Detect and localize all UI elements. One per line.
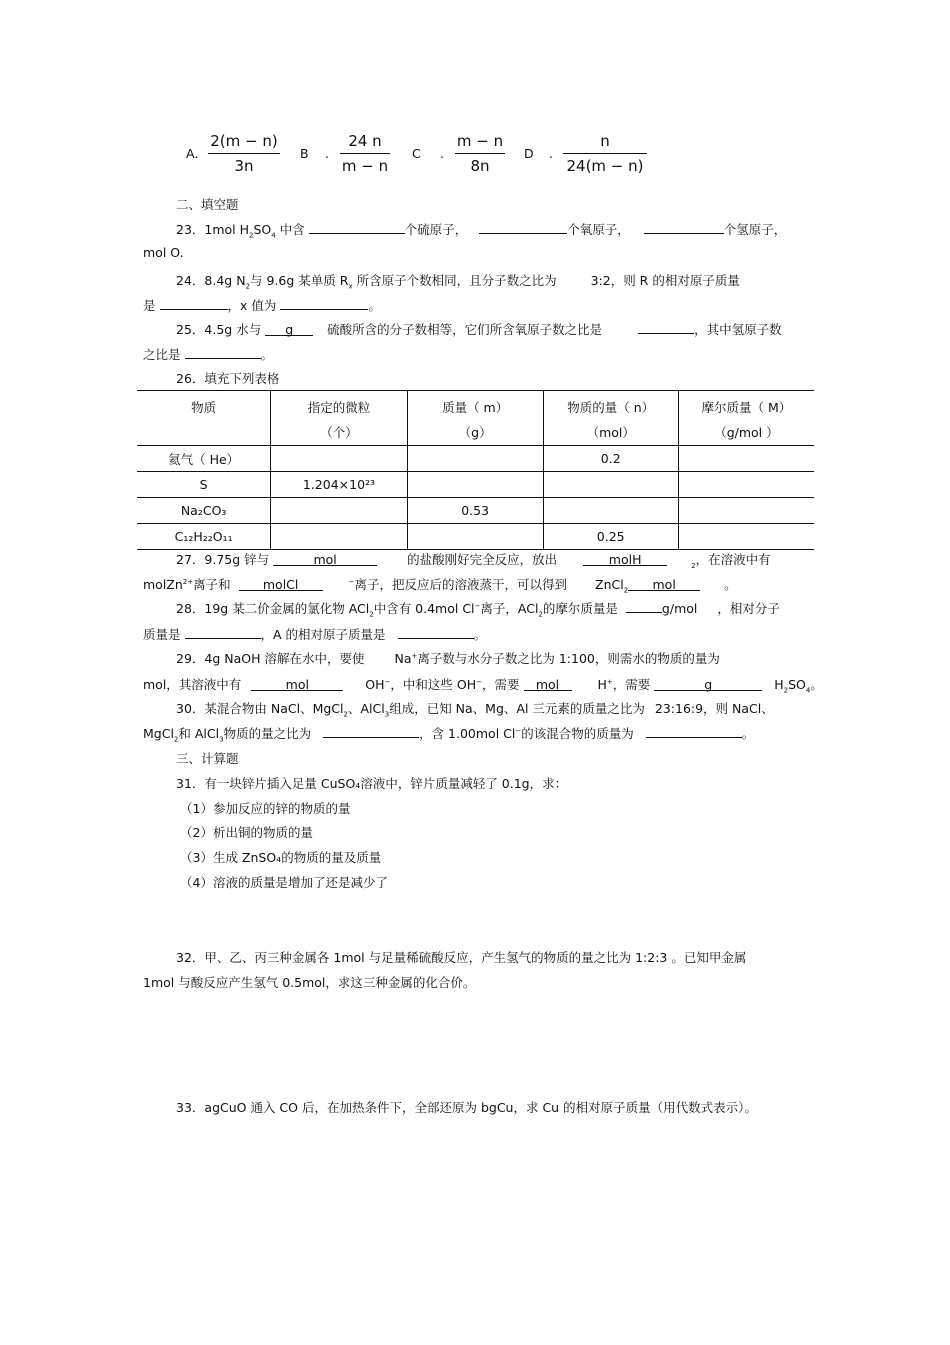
table-cell[interactable] [543,472,678,498]
q24-text: 3:2，则 R 的相对原子质量 [590,273,740,288]
q27-sup: 2+ [182,577,194,586]
q24-sub: x [348,282,353,291]
fraction-bar [208,153,280,154]
q30-sub: 2 [173,735,179,744]
table-cell[interactable] [678,446,814,472]
question-32-line-1: 32．甲、乙、丙三种金属各 1mol 与足量稀硫酸反应，产生氢气的物质的量之比为 1:2:3 。已知甲金属 [176,950,747,965]
option-d-denominator: 24(m − n) [566,157,644,175]
question-31-stem: 31．有一块锌片插入足量 CuSO₄溶液中，锌片质量减轻了 0.1g，求： [176,776,568,791]
blank-zncl2-mol[interactable] [628,577,700,591]
question-28-line-2 [143,625,486,643]
option-a-label: A. [186,146,199,161]
question-29-line-2 [143,675,823,695]
blank-hcl-mol[interactable] [273,552,377,566]
blank-sulfur-atoms[interactable] [309,220,405,234]
q23-text: 个氢原子， [723,222,787,237]
table-cell[interactable] [678,472,814,498]
blank-h-mol[interactable] [524,677,572,691]
header-unit: （个） [320,425,358,440]
blank-h2-mol[interactable] [583,552,667,566]
q24-text: 所含原子个数相同，且分子数之比为 [356,273,557,288]
option-a-fraction [208,132,280,175]
question-30-line-2 [143,724,754,744]
header-text: 摩尔质量（ M） [701,400,792,415]
q25-text: 。 [260,347,274,362]
q27-text: 的盐酸刚好完全反应，放出 [407,552,558,567]
table-cell: 0.25 [543,524,678,550]
blank-a-atomic-mass[interactable] [398,625,474,639]
q27-sup: − [348,577,355,586]
q29-text: ，需要 [482,677,520,692]
blank-x-value[interactable] [280,296,368,310]
header-unit: （g/mol ） [714,425,779,440]
question-25-line-1 [176,320,782,338]
q23-text: SO [253,222,272,237]
table-cell[interactable] [271,498,407,524]
question-31-part-1: （1）参加反应的锌的物质的量 [180,801,351,816]
q27-text: ZnCl [595,577,624,592]
table-header-row [137,391,814,446]
q24-sub: 2 [245,282,251,291]
q30-text: 23:16:9，则 NaCl、 [654,701,774,716]
q27-text: 27．9.75g 锌与 [176,552,270,567]
q27-unit: molCl [262,577,299,592]
q24-text: 24．8.4g N [176,273,246,288]
q25-text: ，其中氢原子数 [694,322,782,337]
q24-text: 。 [368,298,381,313]
q29-sup: + [606,677,613,686]
q25-unit: g [285,322,294,337]
header-unit: （mol） [586,425,635,440]
blank-r-atomic-mass[interactable] [160,296,228,310]
question-29-line-1 [176,649,720,667]
option-b-numerator: 24 n [348,132,382,150]
q29-sub: 4 [805,686,811,695]
option-d-numerator: n [600,132,610,150]
table-cell[interactable] [678,498,814,524]
question-23-line-2 [143,245,184,260]
q28-text: 的摩尔质量是 [542,601,618,616]
q30-sub: 3 [384,710,390,719]
blank-cl-mol[interactable] [239,577,323,591]
fraction-bar [455,153,505,154]
q28-text: 28．19g 某二价金属的氯化物 ACl [176,601,370,616]
option-b-dot: . [325,146,329,161]
q28-text: 质量是 [143,627,181,642]
table-cell[interactable] [271,446,407,472]
q23-sub: 2 [249,231,254,240]
blank-mixture-mass[interactable] [646,724,742,738]
q24-text: 是 [143,298,156,313]
question-31-part-4: （4）溶液的质量是增加了还是减少了 [180,875,388,890]
q27-text: 离子，把反应后的溶液蒸干，可以得到 [354,577,568,592]
q23-sub: 4 [271,231,276,240]
blank-oh-mol[interactable] [251,677,343,691]
q29-sup: − [476,677,482,686]
q30-text: 物质的量之比为 [223,726,312,741]
q29-sub: 2 [783,686,789,695]
table-row [137,498,814,524]
table-cell[interactable] [407,524,543,550]
q29-text: 29．4g NaOH 溶解在水中，要使 [176,651,365,666]
q27-unit: molH [608,552,642,567]
section-3-title: 三、计算题 [176,751,239,766]
q27-unit: mol [652,577,676,592]
q27-text: molZn [143,577,183,592]
header-unit: （g） [458,425,492,440]
q23-text: 23．1mol H [176,222,250,237]
q28-text: 离子，ACl [480,601,539,616]
q30-text: MgCl [143,726,174,741]
table-cell[interactable] [543,498,678,524]
blank-hydrogen-ratio[interactable] [185,345,261,359]
header-cell-substance [137,391,271,446]
q27-text: ，在溶液中有 [695,552,771,567]
option-c-denominator: 8n [470,157,490,175]
q30-text: 、AlCl [347,701,385,716]
q29-sup: − [384,677,391,686]
option-b-label: B [300,146,309,161]
option-a-denominator: 3n [234,157,254,175]
table-row [137,446,814,472]
question-31-part-3: （3）生成 ZnSO₄的物质的量及质量 [180,850,382,865]
section-2-title: 二、填空题 [176,197,239,212]
q30-text: ，含 1.00mol Cl [419,726,516,741]
header-text: 质量（ m） [442,400,509,415]
table-cell[interactable] [678,524,814,550]
q27-text: 。 [724,577,737,592]
q27-unit: mol [313,552,337,567]
q30-sup: − [515,726,522,735]
question-31-part-2: （2）析出铜的物质的量 [180,825,313,840]
header-text: 指定的微粒 [307,400,371,415]
q30-sub: 3 [219,735,224,744]
q30-sub: 2 [343,710,348,719]
blank-oxygen-atoms[interactable] [479,220,567,234]
blank-sulfuric-mass[interactable] [265,322,313,336]
option-b-denominator: m − n [341,157,389,175]
q25-text: 25．4.5g 水与 [176,322,262,337]
q28-text: 中含有 0.4mol Cl [373,601,475,616]
blank-h2so4-mass[interactable] [654,677,762,691]
blank-molar-mass[interactable] [626,599,662,613]
q28-text: ，A 的相对原子质量是 [260,627,386,642]
q30-text: 30．某混合物由 NaCl、MgCl [176,701,344,716]
blank-hydrogen-atoms[interactable] [644,220,724,234]
q23-text: 个氧原子， [567,222,630,237]
table-cell[interactable] [271,524,407,550]
question-24-line-1 [176,271,740,291]
q30-text: 。 [741,726,755,741]
table-cell: Na₂CO₃ [137,498,271,524]
q29-text: ，需要 [612,677,651,692]
fraction-bar [563,153,647,154]
q27-sub: 2 [623,586,629,595]
table-row [137,524,814,550]
blank-molecular-mass[interactable] [185,625,261,639]
option-c-fraction [455,132,505,175]
data-table [137,390,814,550]
table-cell: 1.204×10²³ [271,472,407,498]
q25-text: 硫酸所含的分子数相等，它们所含氧原子数之比是 [327,322,603,337]
header-cell-molar-mass [678,391,814,446]
q29-text: SO [788,677,806,692]
q28-text: ，相对分子 [717,601,780,616]
option-a-numerator: 2(m − n) [210,132,278,150]
q28-unit: g/mol [661,601,698,616]
question-32-line-2: 1mol 与酸反应产生氢气 0.5mol，求这三种金属的化合价。 [143,975,476,990]
q29-text: OH [365,677,385,692]
table-cell[interactable] [407,472,543,498]
table-cell: 0.53 [407,498,543,524]
q24-text: 与 9.6g 某单质 R [250,273,349,288]
header-text: 物质的量（ n） [567,400,655,415]
q23-text: 个硫原子， [404,222,468,237]
option-c-dot: . [440,146,444,161]
question-25-line-2 [143,345,273,363]
q25-text: 之比是 [143,347,181,362]
q30-text: 的该混合物的质量为 [521,726,634,741]
question-26-title: 26．填充下列表格 [176,371,280,386]
q27-sub: 2 [691,561,696,570]
q29-unit: mol [285,677,309,692]
q29-unit: g [704,677,713,692]
option-c-numerator: m − n [456,132,504,150]
q29-text: H [597,677,607,692]
q28-sub: 2 [538,610,543,619]
q28-sup: − [474,601,481,610]
blank-mole-ratio[interactable] [323,724,419,738]
q29-text: 。 [810,677,823,692]
header-cell-amount [543,391,678,446]
blank-oxygen-ratio[interactable] [638,320,694,334]
q29-text: mol，其溶液中有 [143,677,242,692]
table-cell[interactable] [407,446,543,472]
question-24-line-2 [143,296,381,314]
question-30-line-1 [176,699,774,719]
q29-text: H [774,677,784,692]
question-27-line-2 [143,575,737,595]
option-c-label: C [412,146,421,161]
question-23-line-1 [176,220,786,240]
question-27-line-1 [176,550,771,570]
option-d-fraction [563,132,647,175]
option-b-fraction [340,132,390,175]
table-cell: C₁₂H₂₂O₁₁ [137,524,271,550]
q27-text: 离子和 [193,577,231,592]
q24-text: ，x 值为 [227,298,277,313]
header-text: 物质 [191,400,217,415]
header-cell-particle [271,391,407,446]
option-d-dot: . [549,146,553,161]
fraction-bar [340,153,390,154]
question-33: 33．agCuO 通入 CO 后，在加热条件下，全部还原为 bgCu，求 Cu 的相对原子质量（用代数式表示）。 [176,1100,757,1115]
option-d-label: D [524,146,534,161]
q30-text: 和 AlCl [178,726,220,741]
q28-text: 。 [473,627,487,642]
question-28-line-1 [176,599,780,619]
q30-text: 组成，已知 Na、Mg、Al 三元素的质量之比为 [389,701,645,716]
q23-text: 中含 [279,222,305,237]
table-cell: 0.2 [543,446,678,472]
q23-text: mol O. [143,245,184,260]
table-cell: S [137,472,271,498]
header-cell-mass [407,391,543,446]
q28-sub: 2 [369,610,374,619]
q29-text: 离子数与水分子数之比为 1:100，则需水的物质的量为 [417,651,720,666]
q29-unit: mol [535,677,560,692]
q29-text: ，中和这些 OH [390,677,477,692]
table-row [137,472,814,498]
table-cell: 氦气（ He） [137,446,271,472]
q29-text: Na [394,651,412,666]
q29-sup: + [411,651,418,660]
